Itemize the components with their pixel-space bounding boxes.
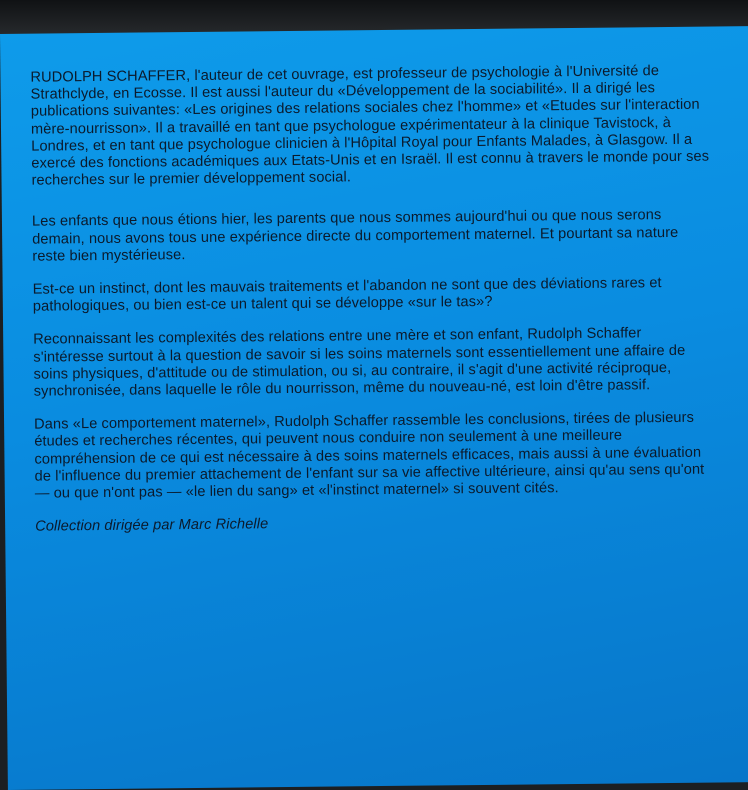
summary-paragraph-4: Dans «Le comportement maternel», Rudolph Schaffer rassemble les conclusions, tirées de plusieurs études et recherches récentes, qui peuvent nous conduire non seulement à une meilleure compréhension de ce qui est nécessaire à des soins maternels efficaces, mais aussi à une évaluation de l'influence du premier attachement de l'enfant sur sa vie affective ultérieure, ainsi qu'au sens qu'ont — ou que n'ont pas — «le lien du sang» et «l'instinct maternel» si souvent cités. <box>34 410 705 502</box>
summary-paragraph-2: Est-ce un instinct, dont les mauvais traitements et l'abandon ne sont que des déviations rares et pathologiques, ou bien est-ce un talent qui se développe «sur le tas»? <box>32 275 662 315</box>
collection-credit: Collection dirigée par Marc Richelle <box>35 516 269 535</box>
back-cover-text <box>30 63 715 553</box>
summary-paragraph-3: Reconnaissant les complexités des relations entre une mère et son enfant, Rudolph Schaffer s'intéresse surtout à la question de savoir si les soins maternels sont essentiellement une affaire de soins physiques, d'attitude ou de stimulation, ou si, au contraire, il s'agit d'une activité réciproque, synchronisée, dans laquelle le rôle du nourrisson, même du nouveau-né, est loin d'être passif. <box>33 325 686 400</box>
book-back-cover <box>0 26 748 790</box>
summary-paragraph-1: Les enfants que nous étions hier, les parents que nous sommes aujourd'hui ou que nous serons demain, nous avons tous une expérience directe du comportement maternel. Et pourtant sa nature reste bien mystérieuse. <box>31 207 679 265</box>
author-bio: RUDOLPH SCHAFFER, l'auteur de cet ouvrage, est professeur de psychologie à l'Université de Strathclyde, en Ecosse. Il est aussi l'auteur du «Développement de la sociabilité». Il a dirigé les publications suivantes: «Les origines des relations sociales chez l'homme» et «Etudes sur l'interaction mère-nourrisson». Il a travaillé en tant que psychologue expérimentateur à la clinique Tavistock, à Londres, et en tant que psychologue clinicien à l'Hôpital Royal pour Enfants Malades, à Glasgow. Il a exercé des fonctions académiques aux Etats-Unis et en Israël. Il est connu à travers le monde pour ses recherches sur le premier développement social. <box>30 63 710 189</box>
